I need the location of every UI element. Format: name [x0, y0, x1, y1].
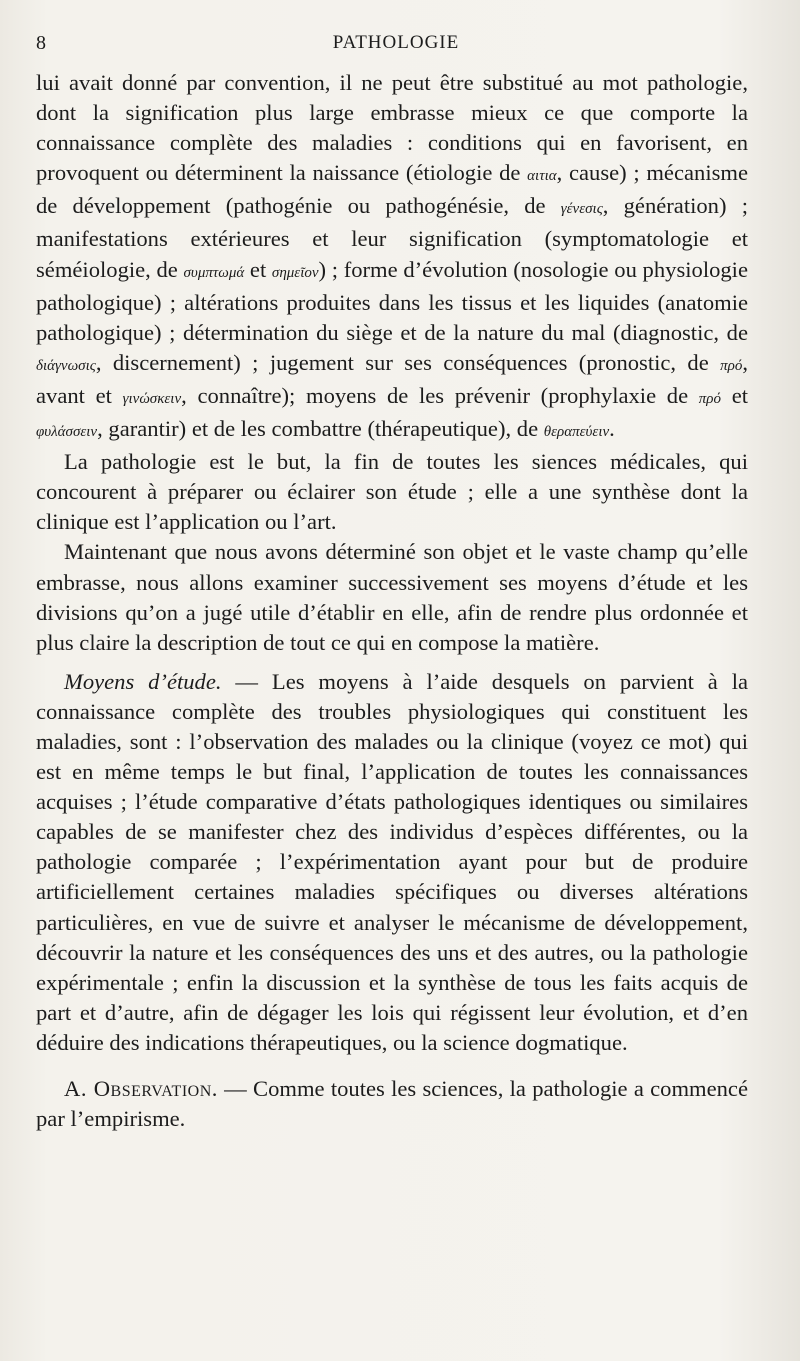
paragraph-goal: La pathologie est le but, la fin de toutes les siences médicales, qui concourent à préparer ou éclairer son étude ; elle a une synthèse dont la clinique est l’application ou l’art.	[36, 449, 748, 535]
text-run: , avant et	[36, 349, 748, 408]
paragraph-means-of-study	[36, 667, 748, 1058]
greek-term: θεραπεύειν	[543, 424, 610, 441]
text-run: , connaître); moyens de les prévenir (prophylaxie de	[181, 382, 699, 408]
paragraph-definition	[36, 68, 748, 447]
greek-term: σημεῖον	[271, 264, 319, 281]
text-run: lui avait donné par convention, il ne peut être substitué au mot pathologie, dont la signification plus large embrasse mieux ce que comporte la connaissance complète des maladies : conditions qui en favorisent, en provoquent ou déterminent la naissance (étiologie de	[36, 70, 748, 186]
greek-term: φυλάσσειν	[36, 424, 98, 441]
greek-term: πρό	[698, 390, 722, 407]
text-run: ) ; forme d’évolution (nosologie ou physiologie pathologique) ; altérations produites dans les tissus et les liquides (anatomie pathologique) ; détermination du siège et de la nature du mal (diagnostic, de	[36, 256, 748, 345]
text-run: et	[244, 256, 272, 282]
greek-term: συμπτωμά	[183, 264, 245, 281]
text-run: .	[609, 416, 615, 442]
page-header	[36, 32, 756, 60]
greek-term: διάγνωσις	[36, 357, 96, 374]
page-number: 8	[36, 32, 46, 54]
text-run: , discernement) ; jugement sur ses conséquences (pronostic, de	[95, 349, 721, 375]
text-run: , garantir) et de les combattre (thérapeutique), de	[97, 416, 544, 442]
section-heading: A. Observation.	[64, 1076, 218, 1101]
section-heading: Moyens d’étude.	[64, 668, 222, 694]
greek-term: αιτια	[527, 168, 557, 185]
text-run: , cause) ; mécanisme de développement (pathogénie ou pathogénésie, de	[36, 160, 748, 219]
body-text	[36, 68, 748, 1134]
text-run: — Les moyens à l’aide desquels on parvient à la connaissance complète des troubles physiologiques qui constituent les maladies, sont : l’observation des malades ou la clinique (voyez ce mot) qui est en même temps le but final, l’application de toutes les connaissances acquises ; l’étude comparative d’états pathologiques identiques ou similaires capables de se manifester chez des individus d’espèces différentes, ou la pathologie comparée ; l’expérimentation ayant pour but de produire artificiellement certaines maladies spécifiques ou diverses altérations particulières, en vue de suivre et analyser le mécanisme de développement, découvrir la nature et les conséquences des uns et des autres, ou la pathologie expérimentale ; enfin la discussion et la synthèse de tous les faits acquis de part et d’autre, afin de dégager les lois qui régissent leur évolution, et d’en déduire des indications thérapeutiques, ou la science dogmatique.	[36, 668, 748, 1055]
greek-term: γένεσις	[560, 201, 603, 218]
text-run: , génération) ; manifestations extérieures et leur signification (symptomatologie et séméiologie, de	[36, 193, 748, 282]
paragraph-observation	[36, 1074, 748, 1134]
paragraph-scope: Maintenant que nous avons déterminé son objet et le vaste champ qu’elle embrasse, nous allons examiner successivement ses moyens d’étude et les divisions qu’on a jugé utile d’établir en elle, afin de rendre plus ordonnée et plus claire la description de tout ce qui en compose la matière.	[36, 539, 748, 655]
greek-term: πρό	[720, 357, 743, 374]
running-head: PATHOLOGIE	[332, 32, 460, 53]
greek-term: γινώσκειν	[122, 390, 182, 407]
text-run: — Comme toutes les sciences, la pathologie a commencé par l’empirisme.	[36, 1076, 748, 1132]
text-run: et	[721, 382, 748, 408]
